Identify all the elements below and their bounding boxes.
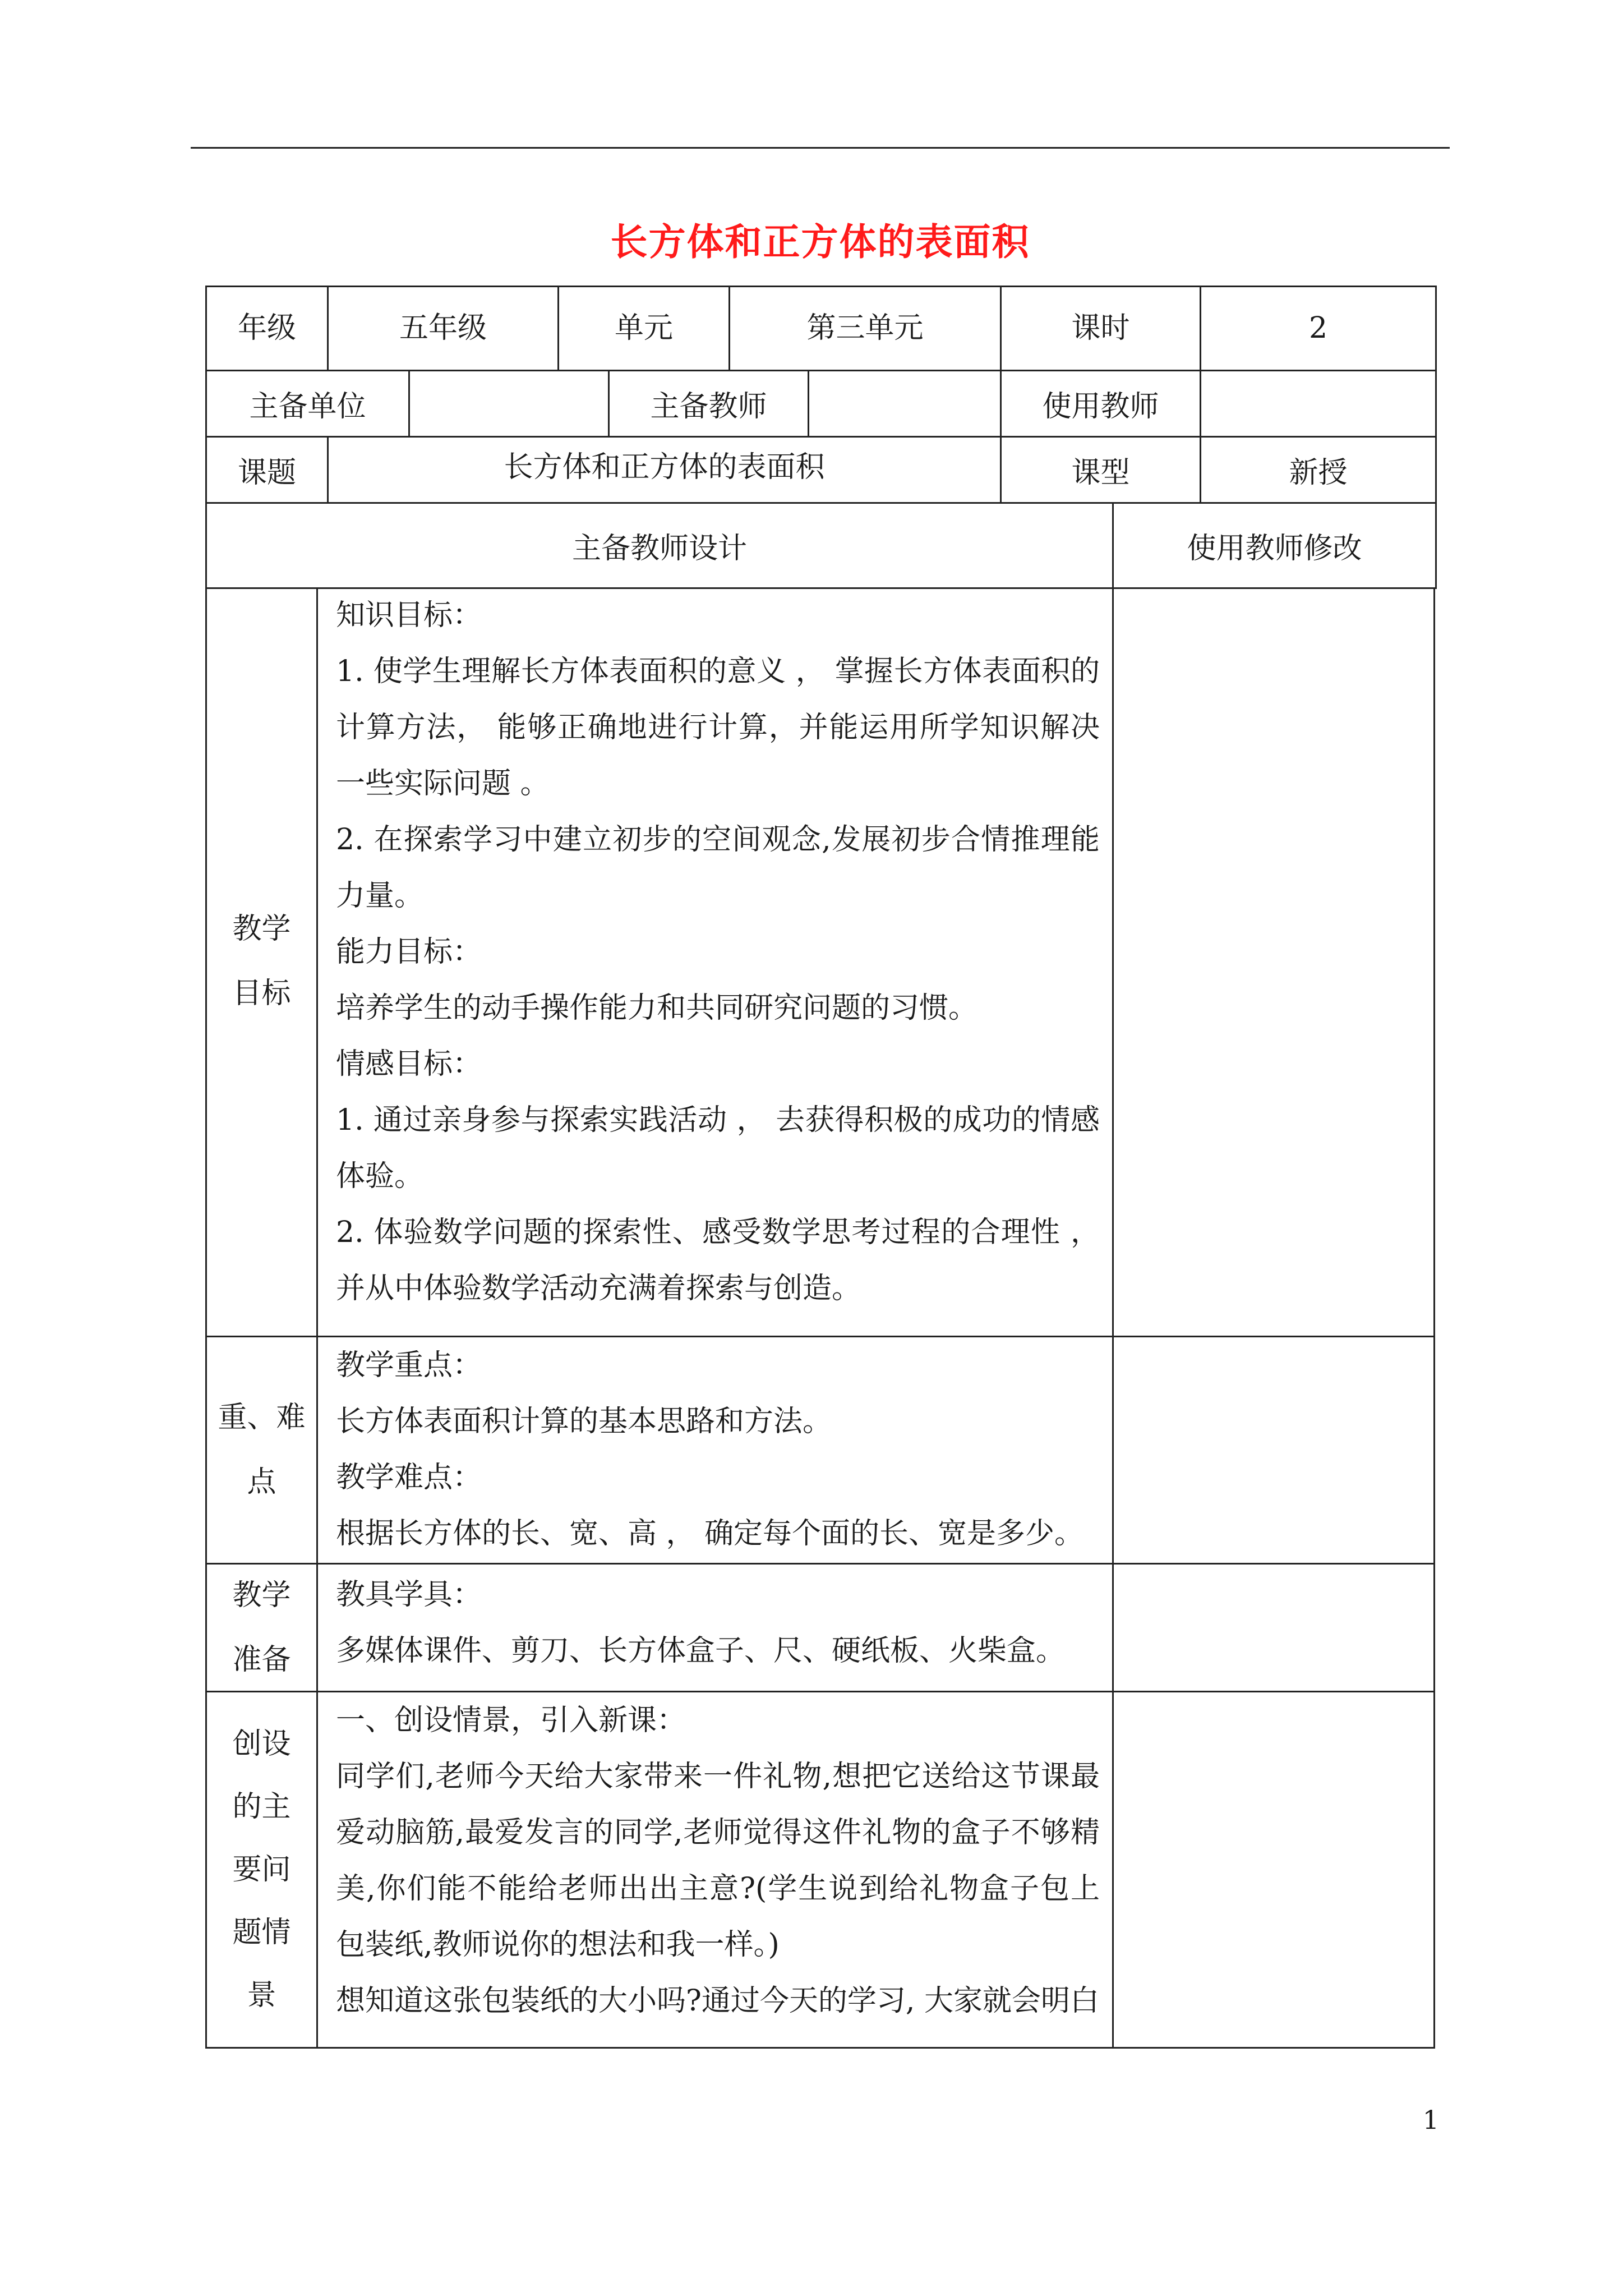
- objectives-content: [318, 587, 1114, 1336]
- key-points-line: 教学重点：: [336, 1349, 482, 1382]
- topic-value: 长方体和正方体的表面积: [328, 437, 1001, 503]
- lead-unit-value: [409, 371, 609, 437]
- topic-label: 课题: [206, 437, 328, 503]
- scenario-content: [318, 1692, 1114, 2047]
- key-points-label: 重、难 点: [207, 1337, 318, 1563]
- scenario-row: [205, 1692, 1435, 2049]
- objectives-line: 知识目标：: [336, 599, 482, 632]
- preparation-row: [205, 1565, 1435, 1692]
- modify-heading: 使用教师修改: [1113, 503, 1436, 588]
- objectives-row: [205, 587, 1435, 1337]
- using-teacher-label: 使用教师: [1001, 371, 1201, 437]
- objectives-line: 情感目标：: [336, 1047, 482, 1081]
- unit-value: 第三单元: [730, 287, 1001, 371]
- objectives-modify-cell: [1114, 587, 1433, 1336]
- scenario-modify-cell: [1114, 1692, 1433, 2047]
- lead-teacher-value: [809, 371, 1001, 437]
- key-points-modify-cell: [1114, 1337, 1433, 1563]
- key-points-row: [205, 1337, 1435, 1565]
- objectives-line: 2. 体验数学问题的探索性、感受数学思考过程的合理性 ， 并从中体验数学活动充满着探索与创造。: [336, 1216, 1100, 1305]
- column-headings-row: [205, 502, 1437, 589]
- scenario-line: 想知道这张包装纸的大小吗?通过今天的学习, 大家就会明白: [336, 1984, 1099, 2018]
- using-teacher-value: [1201, 371, 1436, 437]
- scenario-line: 一、创设情景，引入新课：: [336, 1704, 686, 1737]
- scenario-line: 同学们,老师今天给大家带来一件礼物,想把它送给这节课最爱动脑筋,最爱发言的同学,老师觉得这件礼物的盒子不够精美,你们能不能给老师出出主意?(学生说到给礼物盒子包上包装纸,教师说你的想法和我一样。): [336, 1760, 1100, 1962]
- key-points-line: 教学难点：: [336, 1461, 482, 1494]
- preparation-line: 多媒体课件、剪刀、长方体盒子、尺、硬纸板、火柴盒。: [336, 1634, 1066, 1668]
- unit-label: 单元: [559, 287, 730, 371]
- period-label: 课时: [1001, 287, 1201, 371]
- type-label: 课型: [1001, 437, 1201, 503]
- scenario-label: 创设 的主 要问 题情 景: [207, 1692, 318, 2047]
- objectives-line: 培养学生的动手操作能力和共同研究问题的习惯。: [336, 991, 978, 1025]
- preparation-line: 教具学具：: [336, 1578, 482, 1612]
- header-rule: [191, 147, 1450, 149]
- lead-unit-label: 主备单位: [206, 371, 409, 437]
- design-heading: 主备教师设计: [206, 503, 1113, 588]
- preparation-modify-cell: [1114, 1565, 1433, 1691]
- info-table-row-3: [205, 436, 1437, 504]
- preparation-content: [318, 1565, 1114, 1691]
- info-table-row-1: [205, 286, 1437, 371]
- grade-value: 五年级: [328, 287, 559, 371]
- preparation-label: 教学 准备: [207, 1565, 318, 1691]
- objectives-line: 1. 使学生理解长方体表面积的意义 ， 掌握长方体表面积的计算方法， 能够正确地进行计算，并能运用所学知识解决一些实际问题 。: [336, 655, 1100, 800]
- objectives-line: 能力目标：: [336, 935, 482, 969]
- objectives-line: 1. 通过亲身参与探索实践活动 ， 去获得积极的成功的情感体验。: [336, 1103, 1100, 1193]
- type-value: 新授: [1201, 437, 1436, 503]
- objectives-line: 2. 在探索学习中建立初步的空间观念,发展初步合情推理能力量。: [336, 823, 1100, 913]
- grade-label: 年级: [206, 287, 328, 371]
- key-points-line: 长方体表面积计算的基本思路和方法。: [336, 1405, 832, 1438]
- document-title: 长方体和正方体的表面积: [610, 220, 1030, 264]
- objectives-label: 教学 目标: [207, 587, 318, 1336]
- lead-teacher-label: 主备教师: [609, 371, 809, 437]
- key-points-line: 根据长方体的长、宽、高 ， 确定每个面的长、宽是多少。: [336, 1517, 1084, 1550]
- key-points-content: [318, 1337, 1114, 1563]
- page-number: 1: [1422, 2105, 1439, 2135]
- info-table-row-2: [205, 370, 1437, 438]
- period-value: 2: [1201, 287, 1436, 371]
